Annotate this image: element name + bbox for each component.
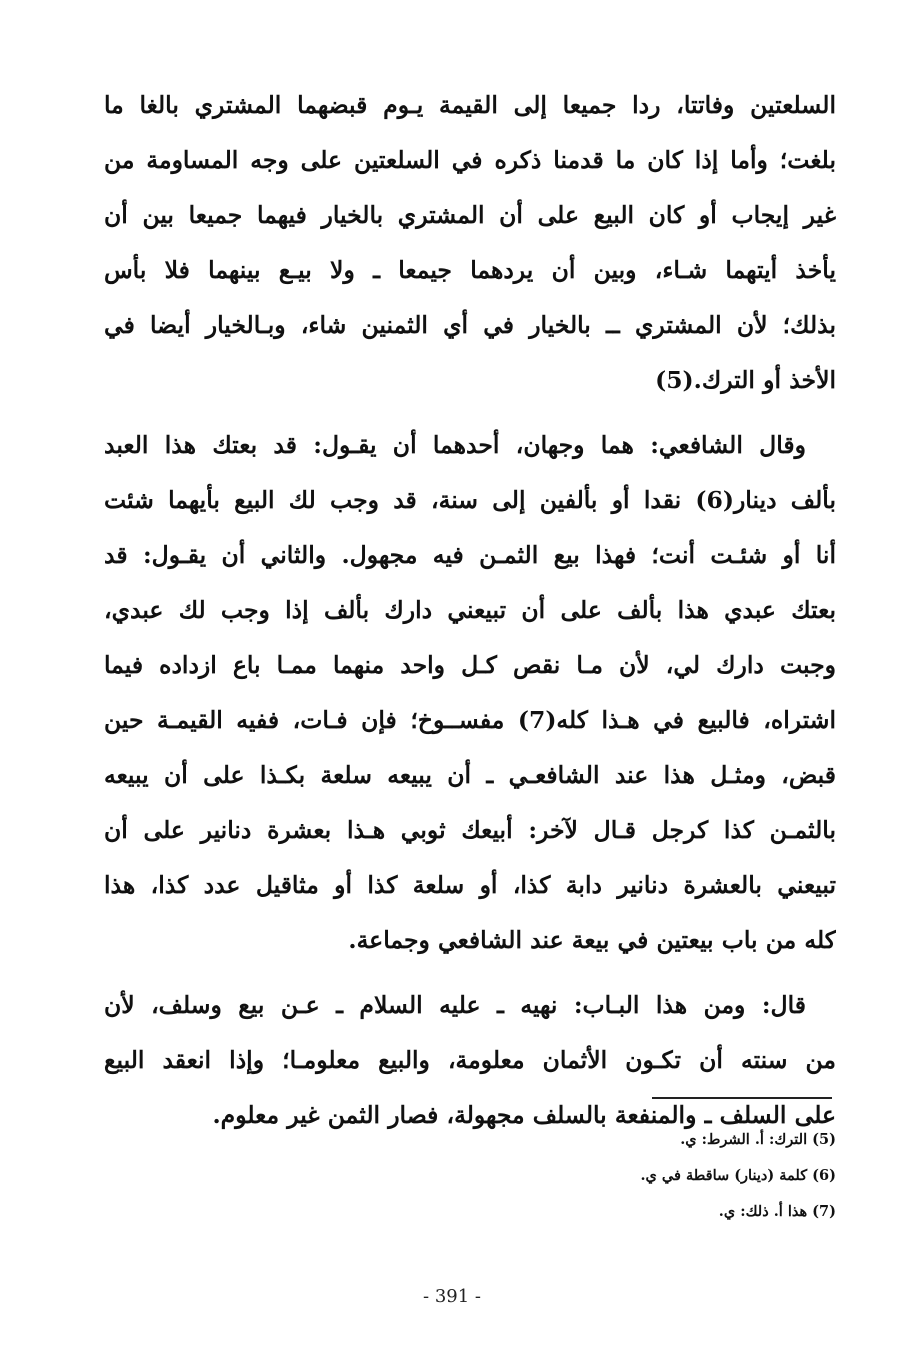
text-line: بذلك؛ لأن المشتري ــ بالخيار في أي الثمنين شاء، وبـالخيار أيضا في: [104, 311, 836, 339]
text-line: اشتراه، فالبيع في هـذا كله(7) مفســوخ؛ فإن فـات، ففيه القيمـة حين: [104, 706, 836, 734]
paragraph: [104, 978, 836, 1143]
text-line: على السلف ـ والمنفعة بالسلف مجهولة، فصار الثمن غير معلوم.: [212, 1101, 836, 1129]
text-line: يأخذ أيتهما شـاء، وبين أن يردهما جيمعا ـ ولا بيـع بينهما فلا بأس: [104, 256, 836, 284]
footnote-separator: [652, 1097, 832, 1099]
text-line: أنا أو شئـت أنت؛ فهذا بيع الثمـن فيه مجهول. والثاني أن يقـول: قد: [104, 541, 836, 569]
text-line: بلغت؛ وأما إذا كان ما قدمنا ذكره في السلعتين على وجه المساومة من: [104, 146, 836, 174]
text-line: الأخذ أو الترك.(5): [655, 366, 836, 394]
paragraph-gap: [104, 968, 836, 978]
text-line: السلعتين وفاتتا، ردا جميعا إلى القيمة يـوم قبضهما المشتري بالغا ما: [104, 91, 836, 119]
text-line: بعتك عبدي هذا بألف على أن تبيعني دارك بألف إذا وجب لك عبدي،: [104, 596, 836, 624]
footnote: (6) كلمة (دينار) ساقطة في ي.: [640, 1167, 836, 1184]
text-line: وقال الشافعي: هما وجهان، أحدهما أن يقـول: قد بعتك هذا العبد: [104, 431, 806, 459]
text-line: وجبت دارك لي، لأن مـا نقص كـل واحد منهما ممـا باع ازداده فيما: [104, 651, 836, 679]
footnotes: [400, 1122, 836, 1230]
text-line: بالثمـن كذا كرجل قـال لآخر: أبيعك ثوبي هـذا بعشرة دنانير على أن: [104, 816, 836, 844]
page-number: - 391 -: [423, 1286, 481, 1307]
text-line: كله من باب بيعتين في بيعة عند الشافعي وجماعة.: [348, 926, 836, 954]
text-line: قبض، ومثـل هذا عند الشافعـي ـ أن يبيعه سلعة بكـذا على أن يبيعه: [104, 761, 836, 789]
footnote: (7) هذا أ. ذلك: ي.: [718, 1203, 836, 1220]
text-line: من سنته أن تكـون الأثمان معلومة، والبيع معلومـا؛ وإذا انعقد البيع: [104, 1046, 836, 1074]
text-line: قال: ومن هذا البـاب: نهيه ـ عليه السلام ـ عـن بيع وسلف، لأن: [104, 991, 806, 1019]
main-text: [104, 78, 836, 1143]
paragraph-gap: [104, 408, 836, 418]
paragraph: [104, 418, 836, 968]
text-line: غير إيجاب أو كان البيع على أن المشتري بالخيار فيهما جميعا بين أن: [104, 201, 836, 229]
text-line: تبيعني بالعشرة دنانير دابة كذا، أو سلعة كذا أو مثاقيل عدد كذا، هذا: [104, 871, 836, 899]
footnote: (5) الترك: أ. الشرط: ي.: [680, 1131, 836, 1148]
paragraph: [104, 78, 836, 408]
text-line: بألف دينار(6) نقدا أو بألفين إلى سنة، قد وجب لك البيع بأيهما شئت: [104, 486, 836, 514]
